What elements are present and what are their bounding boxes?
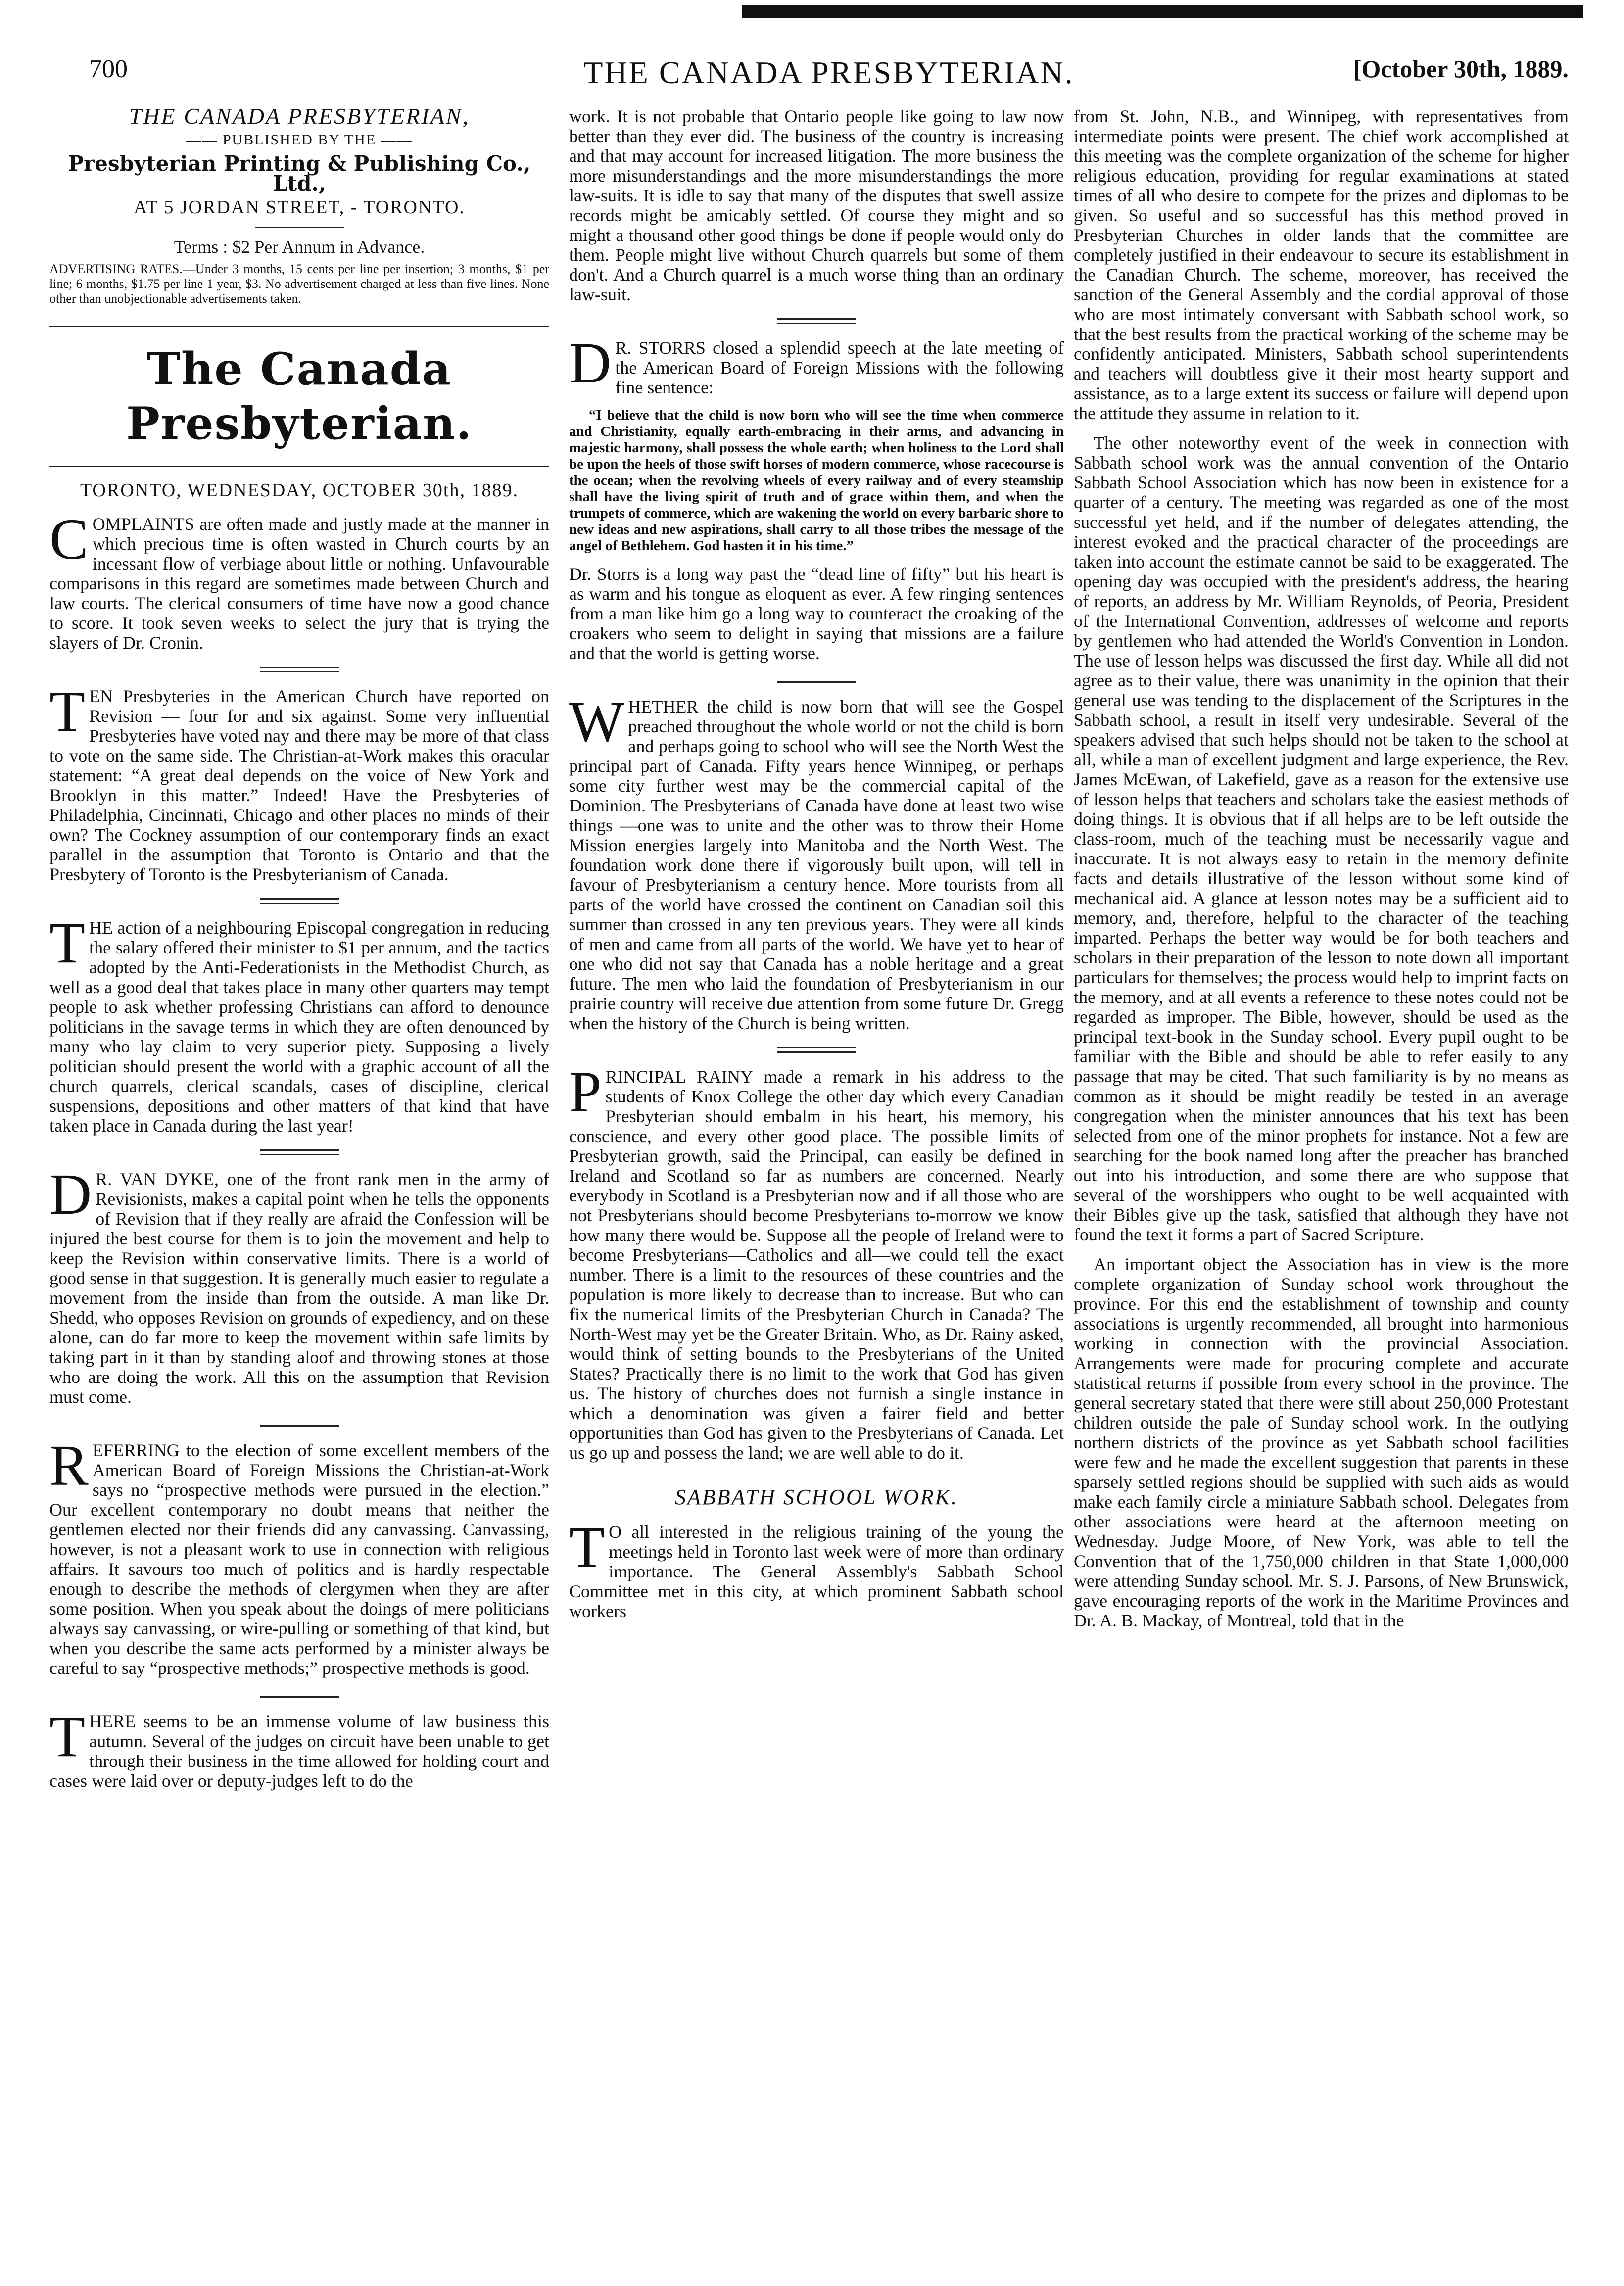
drop-cap: C (49, 507, 89, 572)
paragraph (49, 507, 549, 653)
masthead-title: THE CANADA PRESBYTERIAN, (129, 103, 470, 129)
column-1 (49, 103, 549, 1801)
divider (777, 677, 856, 683)
divider (255, 227, 344, 228)
masthead-address: AT 5 JORDAN STREET, - TORONTO. (134, 197, 465, 218)
divider (777, 318, 856, 324)
drop-cap: D (569, 331, 612, 395)
paragraph (49, 910, 549, 1136)
column-2 (569, 106, 1064, 1631)
paragraph-text: HETHER the child is now born that will see the Gospel preached throughout the whole world or not the child is born and perhaps going to school who will see the North West the principal part of Canada. Fifty years hence Winnipeg, or perhaps some city further west may be the commercial capital of the Dominion. The Presbyterians of Canada have done at least two wise things —one was to unite and the other was to throw their Home Mission energies largely into Manitoba and the North West. The foundation work done there if vigorously built upon, will tell in favour of Presbyterianism a century hence. More tourists from all parts of the world have crossed the continent on Canadian soil this summer than crossed in any ten previous years. They were all kinds of men and came from all parts of the world. We have yet to hear of one who did not say that Canada has a noble heritage and a great future. The men who laid the foundation of Presbyterianism in our prairie country will receive due attention from some future Dr. Gregg when the history of the Church is being written. (569, 697, 1064, 1033)
paragraph: work. It is not probable that Ontario people like going to law now better than they ever did. The business of the country is increasing and that may account for increased litigation. The more business the more misunderstandings and the more misunderstandings the more law-suits. It is idle to say that many of the disputes that swell assize records might be amicably settled. Of course they might and so might a thousand other good things be done if people would only do them. People might live without Church quarrels but some of them don't. And a Church quarrel is a much worse thing than an ordinary law-suit. (569, 106, 1064, 304)
divider (49, 326, 549, 327)
masthead-terms: Terms : $2 Per Annum in Advance. (174, 237, 425, 257)
masthead (49, 103, 549, 257)
paragraph-text: OMPLAINTS are often made and justly made at the manner in which precious time is often wasted in Church courts by an incessant flow of verbiage about little or nothing. Unfavourable comparisons in this regard are sometimes made between Church and law courts. The clerical consumers of time have now a good chance to score. It took seven weeks to select the jury that is trying the slayers of Dr. Cronin. (49, 514, 549, 653)
drop-cap: T (49, 1704, 86, 1769)
advertising-rates: ADVERTISING RATES.—Under 3 months, 15 cents per line per insertion; 3 months, $1 per line; 6 months, $1.75 per line 1 year, $3. No advertisement charged at less than five lines. None other than unobjectionable advertisements taken. (49, 262, 549, 306)
paragraph-text: EFERRING to the election of some excellent members of the American Board of Foreign Missions the Christian-at-Work says no “prospective methods were pursued in the election.” Our excellent contemporary no doubt means that neither the gentlemen elected nor their friends did any canvassing. Canvassing, however, is not a pleasant work to use in connection with religious affairs. It savours too much of politics and is hardly respectable enough to describe the methods of clergymen when they are after some position. When you speak about the doings of mere politicians always say canvassing, or wire-pulling or something of that kind, but when you describe the same acts performed by a minister always be careful to say “prospective methods;” prospective methods is good. (49, 1440, 549, 1678)
divider (260, 1692, 339, 1698)
drop-cap: D (49, 1162, 92, 1227)
nameplate: The Canada Presbyterian. (126, 343, 473, 450)
paragraph: The other noteworthy event of the week in connection with Sabbath school work was the annual convention of the Ontario Sabbath School Association which has now been in existence for a quarter of a century. The meeting was regarded as one of the most successful yet held, and if the number of delegates attending, the interest evoked and the practical character of the proceedings are taken into account the estimate cannot be said to be exaggerated. The opening day was occupied with the president's address, the hearing of reports, an address by Mr. William Reynolds, of Peoria, President of the International Convention, addresses of welcome and reports by gentlemen who had attended the World's Convention in London. The use of lesson helps was discussed the first day. While all did not agree as to their value, there was unanimity in the opinion that their general use was tending to the displacement of the Scriptures in the Sabbath school, a result in itself very undesirable. Several of the speakers advised that such helps should not be taken to the school at all, while a man of excellent judgment and large experience, the Rev. James McEwan, of Lakefield, gave as a reason for the extensive use of lesson helps that teachers and scholars take the easiest methods of doing things. It is obvious that if all helps are to be left outside the class-room, much of the teaching must be necessarily vague and inaccurate. It is not always easy to retain in the memory definite facts and details illustrative of the lesson without some kind of mechanical aid. A glance at lesson notes may be a sufficient aid to memory, and, therefore, helpful to the character of the teaching imparted. Perhaps the better way would be for both teachers and scholars in their preparation of the lesson to note down all important particulars for themselves; the process would help to imprint facts on the memory, and at all events a reference to these notes could not be regarded as improper. The Bible, however, should be used as the principal text-book in the Sunday school. Every pupil ought to be familiar with the Bible and should be able to refer easily to any passage that may be cited. That such familiarity is by no means as common as it should be might readily be tested in an average congregation when the minister announces that his text has been selected from one of the minor prophets for instance. Not a few are searching for the book named long after the preacher has branched out into his introduction, and some there are who suppose that several of the worshippers who ought to be well acquainted with their Bibles give up the task, satisfied that although they have not found the text it forms a part of Sacred Scripture. (1074, 433, 1569, 1244)
paragraph-text: EN Presbyteries in the American Church have reported on Revision — four for and six against. Some very influential Presbyteries have voted nay and there may be more of that class to vote on the same side. The Christian-at-Work makes this oracular statement: “A great deal depends on the voice of New York and Brooklyn in this matter.” Indeed! Have the Presbyteries of Philadelphia, Cincinnati, Chicago and other places no minds of their own? The Cockney assumption of our contemporary finds an exact parallel in the assumption that Toronto is Ontario and that the Presbytery of Toronto is the Presbyterianism of Canada. (49, 686, 549, 884)
running-head (89, 54, 1569, 94)
drop-cap: T (49, 679, 86, 744)
divider (49, 466, 549, 467)
paragraph (49, 1433, 549, 1678)
paragraph-text: R. VAN DYKE, one of the front rank men in the army of Revisionists, makes a capital point when he tells the opponents of Revision that if they really are afraid the Confession will be injured the best course for them is to join the movement and help to keep the Revision within conservative limits. There is a world of good sense in that suggestion. It is generally much easier to regulate a movement from the inside than from the outside. A man like Dr. Shedd, who opposes Revision on grounds of expediency, and on these alone, can do far more to keep the movement within safe limits by taking part in it than by standing aloof and throwing stones at those who are doing the work. All this on the assumption that Revision must come. (49, 1169, 549, 1407)
divider (260, 667, 339, 672)
paragraph (569, 331, 1064, 397)
paragraph (569, 1515, 1064, 1621)
top-border-bar (742, 5, 1583, 18)
divider (260, 1421, 339, 1427)
quotation: “I believe that the child is now born who will see the time when commerce and Christianity, equally earth-embracing in their arms, and advancing in majestic harmony, shall possess the whole earth; when holiness to the Lord shall be upon the heels of those swift horses of modern commerce, whose racecourse is the ocean; when the revolving wheels of every railway and of every steamship shall have the living spirit of truth and of grace within them, and when the trumpets of commerce, which are wakening the world on every barbaric shore to new ideas and new aspirations, shall carry to all those tribes the message of the angel of Bethlehem. God hasten it in his time.” (569, 407, 1064, 554)
page-number: 700 (89, 55, 128, 83)
drop-cap: W (569, 689, 624, 754)
masthead-company: Presbyterian Printing & Publishing Co., Ltd., (68, 151, 531, 195)
paragraph (49, 1704, 549, 1791)
drop-cap: T (569, 1515, 605, 1579)
masthead-published-by: —— PUBLISHED BY THE —— (186, 132, 413, 148)
paragraph-text: R. STORRS closed a splendid speech at the late meeting of the American Board of Foreign Missions with the following fine sentence: (615, 338, 1064, 397)
paragraph: Dr. Storrs is a long way past the “dead line of fifty” but his heart is as warm and his tongue as eloquent as ever. A few ringing sentences from a man like him go a long way to counteract the croaking of the croakers who seem to delight in saying that missions are a failure and that the world is getting worse. (569, 564, 1064, 663)
paragraph (569, 689, 1064, 1033)
drop-cap: R (49, 1433, 89, 1498)
drop-cap: P (569, 1059, 602, 1124)
column-3 (1074, 106, 1569, 1640)
divider (260, 898, 339, 904)
divider (777, 1047, 856, 1053)
issue-date: [October 30th, 1889. (1353, 55, 1569, 83)
paragraph (49, 1162, 549, 1407)
divider (260, 1149, 339, 1155)
paragraph: from St. John, N.B., and Winnipeg, with representatives from intermediate points were present. The chief work accomplished at this meeting was the complete organization of the scheme for higher religious education, providing for regular examinations at stated times of all who desire to compete for the prizes and diplomas to be given. So useful and so successful has this method proved in Presbyterian Churches in older lands that the committee are completely justified in their endeavour to secure its establishment in the Canadian Church. The scheme, moreover, has received the sanction of the General Assembly and the cordial approval of those who are most intimately conversant with Sabbath school work, so that the best results from the practical working of the scheme may be confidently anticipated. Ministers, Sabbath school superintendents and teachers will doubtless give it their most hearty support and assistance, as to a large extent its success or failure will depend upon the attitude they assume in relation to it. (1074, 106, 1569, 423)
paragraph-text: O all interested in the religious training of the young the meetings held in Toronto last week were of more than ordinary importance. The General Assembly's Sabbath School Committee met in this city, at which prominent Sabbath school workers (569, 1522, 1064, 1621)
paragraph: An important object the Association has in view is the more complete organization of Sunday school work throughout the province. For this end the establishment of township and county associations is urgently recommended, all brought into harmonious working in connection with the provincial Association. Arrangements were made for procuring complete and accurate statistical returns if possible from every school in the province. The general secretary stated that there were still about 250,000 Protestant children outside the pale of Sunday school work. In the outlying northern districts of the province as yet Sabbath school facilities were few and he made the excellent suggestion that parents in these sparsely settled regions should be supplied with such aids as would make each family circle a miniature Sabbath school. Delegates from other associations were heard at the afternoon meeting on Wednesday. Judge Moore, of New York, was able to tell the Convention that of the 1,750,000 children in that State 1,000,000 were attending Sunday school. Mr. S. J. Parsons, of New Brunswick, gave encouraging reports of the work in the Maritime Provinces and Dr. A. B. Mackay, of Montreal, told that in the (1074, 1254, 1569, 1630)
paragraph (49, 679, 549, 884)
paragraph-text: HE action of a neighbouring Episcopal congregation in reducing the salary offered their minister to $1 per annum, and the tactics adopted by the Anti-Federationists in the Methodist Church, as well as a good deal that takes place in many other quarters may tempt people to ask whether professing Christians can afford to denounce politicians in the savage terms in which they are often denounced by many who lay claim to very superior piety. Supposing a lively politician should present the world with a graphic account of all the church quarrels, clerical scandals, cases of discipline, clerical suspensions, depositions and other matters of that kind that have taken place in Canada during the last year! (49, 918, 549, 1136)
paragraph-text: RINCIPAL RAINY made a remark in his address to the students of Knox College the other day which every Canadian Presbyterian should embalm in his heart, his memory, his conscience, and every other good place. The possible limits of Presbyterian growth, said the Principal, can easily be defined in Ireland and Scotland so far as numbers are concerned. Nearly everybody in Scotland is a Presbyterian now and if all those who are not Presbyterians should become Presbyterians to-morrow we know how many there would be. Suppose all the people of Ireland were to become Presbyterians—Catholics and all—we could tell the exact number. There is a limit to the resources of these countries and the population is more likely to decrease than to increase. But who can fix the numerical limits of the Presbyterian Church in Canada? The North-West may yet be the Greater Britain. Who, as Dr. Rainy asked, would think of setting bounds to the Presbyterians of the United States? Practically there is no limit to the work that God has given us. The history of churches does not furnish a single instance in which a denomination was given a fairer field and better opportunities than God has given to the Presbyterians of Canada. Let us go up and possess the land; we are well able to do it. (569, 1067, 1064, 1463)
dateline: TORONTO, WEDNESDAY, OCTOBER 30th, 1889. (80, 480, 519, 501)
section-heading: SABBATH SCHOOL WORK. (674, 1485, 958, 1509)
paragraph (569, 1059, 1064, 1463)
drop-cap: T (49, 910, 86, 975)
paper-name: THE CANADA PRESBYTERIAN. (583, 55, 1074, 90)
paragraph-text: HERE seems to be an immense volume of law business this autumn. Several of the judges on circuit have been unable to get through their business in the time allowed for holding court and cases were laid over or deputy-judges left to do the (49, 1712, 549, 1791)
